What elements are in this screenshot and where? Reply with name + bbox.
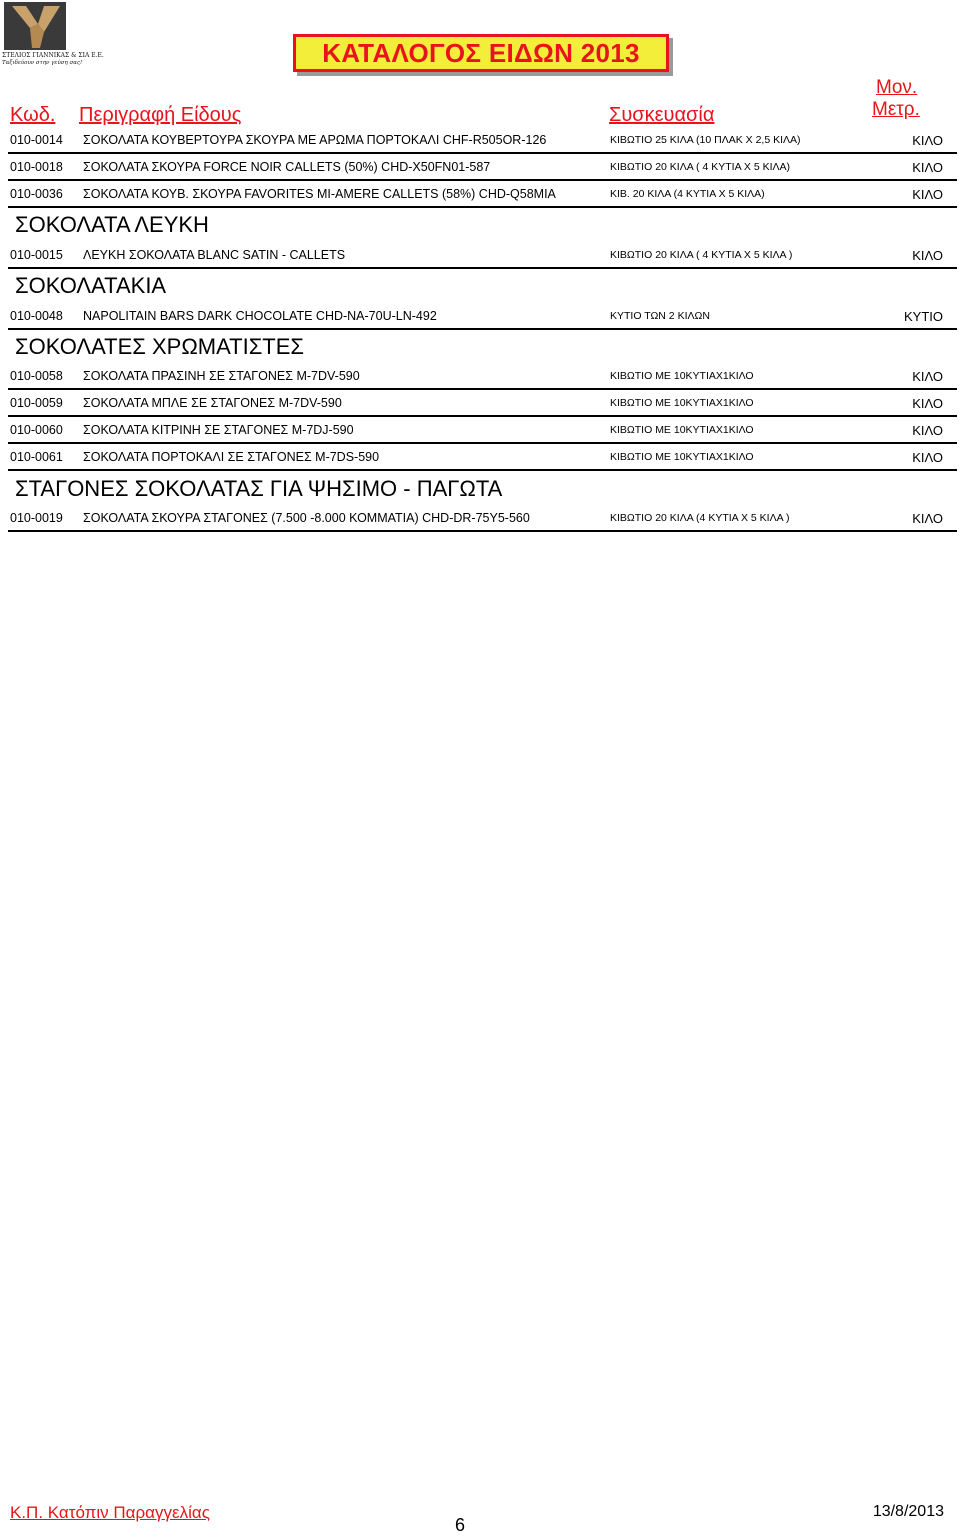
header-unit-line1: Μον. (876, 77, 918, 98)
logo-slogan: Ταξιδεύουν στην γεύση σας! (2, 60, 83, 66)
logo-company-name: ΣΤΕΛΙΟΣ ΓΙΑΝΝΙΚΑΣ & ΣΙΑ Ε.Ε. (2, 52, 104, 59)
item-unit: ΚΙΛΟ (912, 450, 943, 465)
section-title: ΣΟΚΟΛΑΤΑΚΙΑ (15, 273, 167, 298)
header-code: Κωδ. (10, 104, 56, 126)
table-row (8, 362, 957, 390)
item-unit: ΚΙΛΟ (912, 369, 943, 384)
table-row (8, 126, 957, 154)
table-row (8, 241, 957, 269)
header-unit-line2: Μετρ. (872, 99, 920, 120)
item-code: 010-0048 (10, 309, 63, 323)
item-packaging: ΚΙΒΩΤΙΟ 20 ΚΙΛΑ (4 ΚΥΤΙΑ Χ 5 ΚΙΛΑ ) (610, 512, 790, 524)
item-packaging: ΚΙΒ. 20 ΚΙΛΑ (4 ΚΥΤΙΑ Χ 5 ΚΙΛΑ) (610, 188, 765, 200)
footer-date: 13/8/2013 (872, 1503, 944, 1520)
table-row (8, 416, 957, 444)
item-unit: ΚΙΛΟ (912, 133, 943, 148)
item-unit: ΚΙΛΟ (912, 248, 943, 263)
item-description: ΣΟΚΟΛΑΤΑ ΚΟΥΒ. ΣΚΟΥΡΑ FAVORITES MI-AMERE CALLETS (58%) CHD-Q58MIA (83, 187, 556, 201)
table-row (8, 153, 957, 181)
page-number: 6 (455, 1515, 466, 1535)
item-description: ΣΟΚΟΛΑΤΑ ΚΙΤΡΙΝΗ ΣΕ ΣΤΑΓΟΝΕΣ M-7DJ-590 (83, 423, 354, 437)
header-description: Περιγραφή Είδους (79, 104, 242, 126)
item-description: NAPOLITAIN BARS DARK CHOCOLATE CHD-NA-70U-LN-492 (83, 309, 437, 323)
table-row (8, 389, 957, 417)
item-unit: ΚΙΛΟ (912, 396, 943, 411)
logo-mark (4, 2, 66, 50)
item-packaging: ΚΙΒΩΤΙΟ ΜΕ 10ΚΥΤΙΑΧ1ΚΙΛΟ (610, 451, 754, 463)
item-description: ΣΟΚΟΛΑΤΑ ΠΡΑΣΙΝΗ ΣΕ ΣΤΑΓΟΝΕΣ M-7DV-590 (83, 369, 360, 383)
item-code: 010-0019 (10, 511, 63, 525)
item-unit: ΚΥΤΙΟ (903, 309, 943, 324)
item-packaging: ΚΙΒΩΤΙΟ ΜΕ 10ΚΥΤΙΑΧ1ΚΙΛΟ (610, 397, 754, 409)
item-packaging: ΚΙΒΩΤΙΟ 20 ΚΙΛΑ ( 4 ΚΥΤΙΑ Χ 5 ΚΙΛΑ ) (610, 249, 793, 261)
footer-note: Κ.Π. Κατόπιν Παραγγελίας (10, 1503, 210, 1522)
item-description: ΣΟΚΟΛΑΤΑ ΜΠΛΕ ΣΕ ΣΤΑΓΟΝΕΣ M-7DV-590 (83, 396, 342, 410)
item-unit: ΚΙΛΟ (912, 511, 943, 526)
item-description: ΣΟΚΟΛΑΤΑ ΚΟΥΒΕΡΤΟΥΡΑ ΣΚΟΥΡΑ ΜΕ ΑΡΩΜΑ ΠΟΡΤΟΚΑΛΙ CHF-R505OR-126 (83, 133, 547, 147)
item-packaging: ΚΙΒΩΤΙΟ ΜΕ 10ΚΥΤΙΑΧ1ΚΙΛΟ (610, 370, 754, 382)
table-row (8, 443, 957, 471)
catalog-title-box (293, 34, 669, 72)
item-code: 010-0036 (10, 187, 63, 201)
item-description: ΣΟΚΟΛΑΤΑ ΣΚΟΥΡΑ FORCE NOIR CALLETS (50%) CHD-X50FN01-587 (83, 160, 491, 174)
item-packaging: ΚΥΤΙΟ ΤΩΝ 2 ΚΙΛΩΝ (610, 310, 710, 322)
item-description: ΛΕΥΚΗ ΣΟΚΟΛΑΤΑ BLANC SATIN - CALLETS (83, 248, 346, 262)
item-code: 010-0060 (10, 423, 63, 437)
item-unit: ΚΙΛΟ (912, 187, 943, 202)
item-packaging: ΚΙΒΩΤΙΟ ΜΕ 10ΚΥΤΙΑΧ1ΚΙΛΟ (610, 424, 754, 436)
item-description: ΣΟΚΟΛΑΤΑ ΠΟΡΤΟΚΑΛΙ ΣΕ ΣΤΑΓΟΝΕΣ M-7DS-590 (83, 450, 380, 464)
item-packaging: ΚΙΒΩΤΙΟ 25 ΚΙΛΑ (10 ΠΛΑΚ Χ 2,5 ΚΙΛΑ) (610, 134, 801, 146)
item-code: 010-0015 (10, 248, 63, 262)
section-title: ΣΤΑΓΟΝΕΣ ΣΟΚΟΛΑΤΑΣ ΓΙΑ ΨΗΣΙΜΟ - ΠΑΓΩΤΑ (15, 476, 503, 501)
table-row (8, 180, 957, 208)
item-unit: ΚΙΛΟ (912, 423, 943, 438)
table-row (8, 302, 957, 330)
item-code: 010-0018 (10, 160, 63, 174)
item-code: 010-0014 (10, 133, 63, 147)
section-title: ΣΟΚΟΛΑΤΕΣ ΧΡΩΜΑΤΙΣΤΕΣ (15, 334, 305, 359)
header-packaging: Συσκευασία (609, 104, 715, 126)
item-description: ΣΟΚΟΛΑΤΑ ΣΚΟΥΡΑ ΣΤΑΓΟΝΕΣ (7.500 -8.000 ΚΟΜΜΑΤΙΑ) CHD-DR-75Y5-560 (83, 511, 530, 525)
item-code: 010-0058 (10, 369, 63, 383)
table-row (8, 504, 957, 532)
logo-y-icon (4, 2, 66, 50)
company-logo (2, 2, 104, 72)
item-unit: ΚΙΛΟ (912, 160, 943, 175)
catalog-title: ΚΑΤΑΛΟΓΟΣ ΕΙΔΩΝ 2013 (322, 37, 640, 68)
item-code: 010-0061 (10, 450, 63, 464)
item-packaging: ΚΙΒΩΤΙΟ 20 ΚΙΛΑ ( 4 ΚΥΤΙΑ Χ 5 ΚΙΛΑ) (610, 161, 791, 173)
item-code: 010-0059 (10, 396, 63, 410)
section-title: ΣΟΚΟΛΑΤΑ ΛΕΥΚΗ (15, 212, 209, 237)
